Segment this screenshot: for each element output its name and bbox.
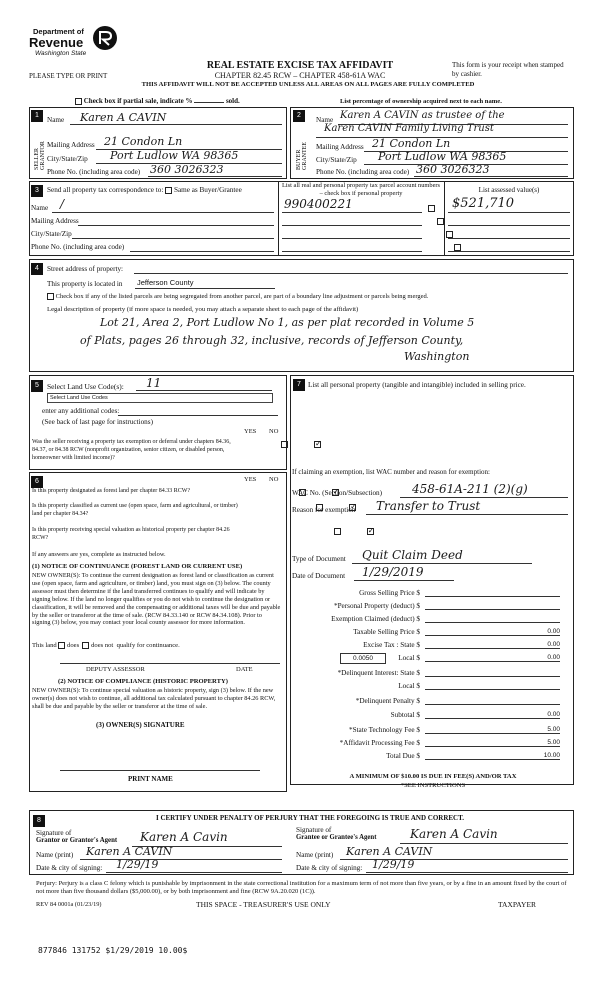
section-1-number: 1 [31,110,43,122]
buyer-name-field-line1[interactable]: Karen A CAVIN as trustee of the [340,110,505,121]
gross-selling-price-row: Gross Selling Price $ [292,589,560,600]
grantor-date[interactable]: 1/29/19 [116,858,159,871]
excise-local-row: Local $ 0.00 [398,654,560,662]
dor-logo-line1: Department of [33,27,84,36]
excise-local-field[interactable]: 0.00 [425,654,560,662]
doc-type-label: Type of Document [292,555,346,563]
grantee-date[interactable]: 1/29/19 [372,858,415,871]
if-yes-note: If any answers are yes, complete as instructed below. [32,551,166,558]
seller-phone-label: Phone No. (including area code) [47,168,141,176]
parcel-personal-checkbox-3[interactable] [446,231,453,238]
seller-name-field[interactable]: Karen A CAVIN [80,111,167,124]
delinquent-penalty-field[interactable] [425,697,560,705]
section-8-number: 8 [33,815,45,827]
exemption-reason-field[interactable]: Transfer to Trust [376,499,481,513]
grantor-sig-label-2: Grantor or Grantor's Agent [36,837,118,844]
form-chapter: CHAPTER 82.45 RCW – CHAPTER 458-61A WAC [214,71,386,80]
section-6-yes-header: YES [244,476,257,483]
forest-land-no-checkbox[interactable] [332,489,339,496]
section-4-number: 4 [31,263,43,275]
please-type: PLEASE TYPE OR PRINT [29,72,108,80]
section-7-number: 7 [293,379,305,391]
owner-signature-label: (3) OWNER(S) SIGNATURE [96,721,185,729]
receipt-note: This form is your receipt when stamped by cashier. [452,61,564,78]
buyer-city-label: City/State/Zip [316,156,357,164]
section-2-number: 2 [293,110,305,122]
minimum-due-note: A MINIMUM OF $10.00 IS DUE IN FEE(S) AND/OR TAX [349,773,517,780]
legal-description-line1[interactable]: Lot 21, Area 2, Port Ludlow No 1, as per plat recorded in Volume 5 [100,316,475,329]
notice-compliance-body: NEW OWNER(S): To continue special valuation as historic property, sign (3) below. If the new owner(s) does not wish to continue, all additional tax calculated pursuant to chapter 84.26 RCW, shall be due and payable by the seller or transferor at the time of sale. [32,687,276,710]
partial-sale-checkbox[interactable] [75,98,82,105]
forest-land-question: Is this property designated as forest land per chapter 84.33 RCW? [32,488,191,494]
buyer-address-label: Mailing Address [316,143,364,151]
print-name-label: PRINT NAME [128,775,173,783]
corr-phone-label: Phone No. (including area code) [31,243,125,251]
land-use-see-back: (See back of last page for instructions) [42,418,153,426]
dor-logo [29,24,129,68]
grantor-name-print[interactable]: Karen A CAVIN [86,845,173,858]
grantee-signature[interactable]: Karen A Cavin [410,827,498,841]
historic-yes-checkbox[interactable] [334,528,341,535]
corr-name-field[interactable]: / [60,197,65,211]
same-as-buyer-checkbox[interactable] [165,187,172,194]
subtotal-field[interactable]: 0.00 [425,711,560,719]
delinquent-interest-state-field[interactable] [425,669,560,677]
total-due-field[interactable]: 10.00 [425,752,560,760]
parcel-header: List all real and personal property tax parcel account numbers – check box if personal property [281,182,441,197]
exemption-reason-label: Reason for exemption [292,506,356,514]
tax-exemption-question: Was the seller receiving a property tax exemption or deferral under chapters 84.36, 84.37, or 84.38 RCW (nonprofit organization, senior citizen, or disabled person, homeowner with limited income)? [32,439,231,461]
grantee-sig-label-2: Grantee or Grantee's Agent [296,834,377,841]
subtotal-row: Subtotal $ 0.00 [390,711,560,719]
tech-fee-row: *State Technology Fee $ 5.00 [348,726,560,734]
this-land-label: This land [32,642,57,650]
seller-address-field[interactable]: 21 Condon Ln [104,135,183,148]
seller-phone-field[interactable]: 360 3026323 [150,163,224,176]
buyer-name-field-line2[interactable]: Karen CAVIN Family Living Trust [324,123,494,134]
legal-description-line2[interactable]: of Plats, pages 26 through 32, inclusive, records of Jefferson County, [80,334,464,347]
cashier-stamp: 877846 131752 $1/29/2019 10.00$ [38,946,188,955]
current-use-yes-checkbox[interactable] [316,504,323,511]
segregated-checkbox[interactable] [47,293,54,300]
delinquent-penalty-row: *Delinquent Penalty $ [292,697,560,708]
seller-city-label: City/State/Zip [47,155,88,163]
exemption-note: If claiming an exemption, list WAC number and reason for exemption: [292,468,490,476]
section-5-number: 5 [31,380,43,392]
section-6-box [29,472,287,792]
section-6-number: 6 [31,476,43,488]
deputy-assessor-label: DEPUTY ASSESSOR [86,666,145,673]
excise-state-field[interactable]: 0.00 [425,641,560,649]
parcel-number-field[interactable]: 990400221 [284,197,353,211]
located-label: This property is located in [47,280,123,288]
personal-property-deduct-row: *Personal Property (deduct) $ [292,602,560,613]
local-rate-value: 0.0050 [353,655,373,662]
excise-state-row: Excise Tax : State $ 0.00 [363,641,560,649]
assessed-header: List assessed value(s) [478,186,540,194]
land-use-select-text: Select Land Use Codes [50,395,108,401]
grantee-sig-label-1: Signature of [296,826,332,834]
taxable-selling-price-field[interactable]: 0.00 [425,628,560,636]
form-warning: THIS AFFIDAVIT WILL NOT BE ACCEPTED UNLESS ALL AREAS ON ALL PAGES ARE FULLY COMPLETED [141,81,475,88]
segregated-label: Check box if any of the listed parcels are being segregated from another parcel, are part of a boundary line adjustment or parcels being merged. [55,293,429,300]
seller-address-label: Mailing Address [47,141,95,149]
land-use-code-field[interactable]: 11 [146,376,162,390]
segregated-row [47,293,428,300]
correspondence-row [47,186,242,194]
affidavit-fee-row: *Affidavit Processing Fee $ 5.00 [339,739,560,747]
grantee-date-label: Date & city of signing: [296,864,363,872]
taxable-selling-price-row: Taxable Selling Price $ 0.00 [353,628,560,636]
corr-name-label: Name [31,204,49,212]
section-3-number: 3 [31,185,43,197]
tech-fee-field[interactable]: 5.00 [425,726,560,734]
dor-logo-line3: Washington State [35,50,87,57]
buyer-phone-field[interactable]: 360 3026323 [416,163,490,176]
parcel-personal-checkbox-4[interactable] [454,244,461,251]
notice-continuance-body: NEW OWNER(S): To continue the current designation as forest land or classification as current use (open space, farm and agriculture, or timber) land, you must sign on (3) below. The county assessor must then determine if the land transferred continues to qualify and will indicate by signing below. If the land no longer qualifies or you do not wish to continue the designation or classification, it will be removed and the compensating or additional taxes will be due and payable by the seller or transferor at the time of sale. (RCW 84.33.140 or RCW 84.34.108). Prior to signing (3) below, you may contact your local county assessor for more information. [32,572,281,627]
does-label: does [67,642,80,650]
wac-number-field[interactable]: 458-61A-211 (2)(g) [412,482,528,496]
notice-continuance-title: (1) NOTICE OF CONTINUANCE (FOREST LAND OR CURRENT USE) [32,563,243,570]
additional-codes-label: enter any additional codes: [42,407,120,415]
send-correspondence-label: Send all property tax correspondence to: [47,186,164,194]
qualify-label: qualify for continuance. [116,642,180,650]
exemption-claimed-field[interactable] [425,615,560,623]
partial-sale-row [75,97,240,105]
grantee-name-print[interactable]: Karen A CAVIN [346,845,433,858]
seller-city-field[interactable]: Port Ludlow WA 98365 [110,149,239,162]
doc-type-field[interactable]: Quit Claim Deed [362,548,463,562]
grantee-name-label: Name (print) [296,851,334,859]
grantor-sig-label-1: Signature of [36,829,72,837]
personal-property-deduct-field[interactable] [425,602,560,610]
certify-statement: I CERTIFY UNDER PENALTY OF PERJURY THAT THE FOREGOING IS TRUE AND CORRECT. [155,814,464,822]
dor-logo-line2: Revenue [29,35,84,50]
county-field[interactable]: Jefferson County [137,278,194,287]
form-title: REAL ESTATE EXCISE TAX AFFIDAVIT [206,60,394,71]
historic-question: Is this property receiving special valuation as historical property per chapter 84.26 RCW? [32,527,230,541]
wac-label: WAC No. (Section/Subsection) [292,489,383,497]
doc-date-label: Date of Document [292,572,346,580]
grantor-signature[interactable]: Karen A Cavin [140,830,228,844]
buyer-address-field[interactable]: 21 Condon Ln [372,137,451,150]
street-address-label: Street address of property: [47,265,124,273]
list-percentage-note: List percentage of ownership acquired next to each name. [340,98,502,105]
section-6-no-header: NO [269,476,279,483]
parcel-personal-checkbox-1[interactable] [428,205,435,212]
sold-label: sold. [225,97,240,105]
grantor-name-label: Name (print) [36,851,74,859]
total-due-row: Total Due $ 10.00 [386,752,560,760]
legal-description-line3[interactable]: Washington [404,350,470,363]
land-use-select[interactable] [47,393,273,403]
delinquent-interest-local-row: Local $ [292,682,560,693]
buyer-city-field[interactable]: Port Ludlow WA 98365 [378,150,507,163]
same-as-buyer-label: Same as Buyer/Grantee [173,186,242,194]
does-not-label: does not [91,642,114,650]
corr-city-label: City/State/Zip [31,230,72,238]
affidavit-fee-field[interactable]: 5.00 [425,739,560,747]
perjury-notice: Perjury: Perjury is a class C felony which is punishable by imprisonment in the state correctional institution for a maximum term of not more than five years, or by a fine in an amount fixed by the court of not more than five thousand dollars ($5,000.00), or by both imprisonment and fine (RCW 9A.20.020 (1C)). [36,880,567,895]
delinquent-interest-local-field[interactable] [425,682,560,690]
current-use-no-checkbox[interactable] [349,504,356,511]
historic-no-checkbox[interactable] [367,528,374,535]
delinquent-interest-state-row: *Delinquent Interest: State $ [292,669,560,680]
buyer-side-label: BUYER GRANTEE [296,142,308,170]
continuance-row [32,642,180,649]
assessed-value-field[interactable]: $521,710 [452,196,515,211]
current-use-question: Is this property classified as current use (open space, farm and agricultural, or timber) land per chapter 84.34? [32,503,238,517]
personal-property-label: List all personal property (tangible and intangible) included in selling price. [308,381,526,389]
seller-name-label: Name [47,116,65,124]
land-use-yes-header: YES [244,428,257,435]
land-use-no-header: NO [269,428,279,435]
exemption-claimed-row: Exemption Claimed (deduct) $ [292,615,560,626]
corr-address-label: Mailing Address [31,217,79,225]
gross-selling-price-field[interactable] [425,589,560,597]
dor-logo-mark [91,24,119,52]
seller-side-label: SELLER GRANTOR [34,141,46,170]
partial-sale-label: Check box if partial sale, indicate % [83,97,193,105]
land-use-label: Select Land Use Code(s): [47,382,124,391]
buyer-phone-label: Phone No. (including area code) [316,168,410,176]
see-instructions-note: *SEE INSTRUCTIONS [400,782,466,789]
land-does-checkbox[interactable] [58,642,65,649]
notice-compliance-title: (2) NOTICE OF COMPLIANCE (HISTORIC PROPERTY) [58,678,228,685]
legal-description-label: Legal description of property (if more space is needed, you may attach a separate sheet to each page of the affidavit) [47,306,359,313]
grantor-date-label: Date & city of signing: [36,864,103,872]
land-does-not-checkbox[interactable] [82,642,89,649]
forest-land-yes-checkbox[interactable] [299,489,306,496]
deputy-date-label: DATE [236,666,253,673]
parcel-personal-checkbox-2[interactable] [437,218,444,225]
treasurer-use-label: THIS SPACE - TREASURER'S USE ONLY [196,900,331,909]
form-number: REV 84 0001a (01/23/19) [36,901,102,908]
buyer-name-label: Name [316,116,334,124]
tax-exemption-yes-checkbox[interactable] [281,441,288,448]
taxpayer-label: TAXPAYER [498,900,537,909]
doc-date-field[interactable]: 1/29/2019 [362,565,424,579]
